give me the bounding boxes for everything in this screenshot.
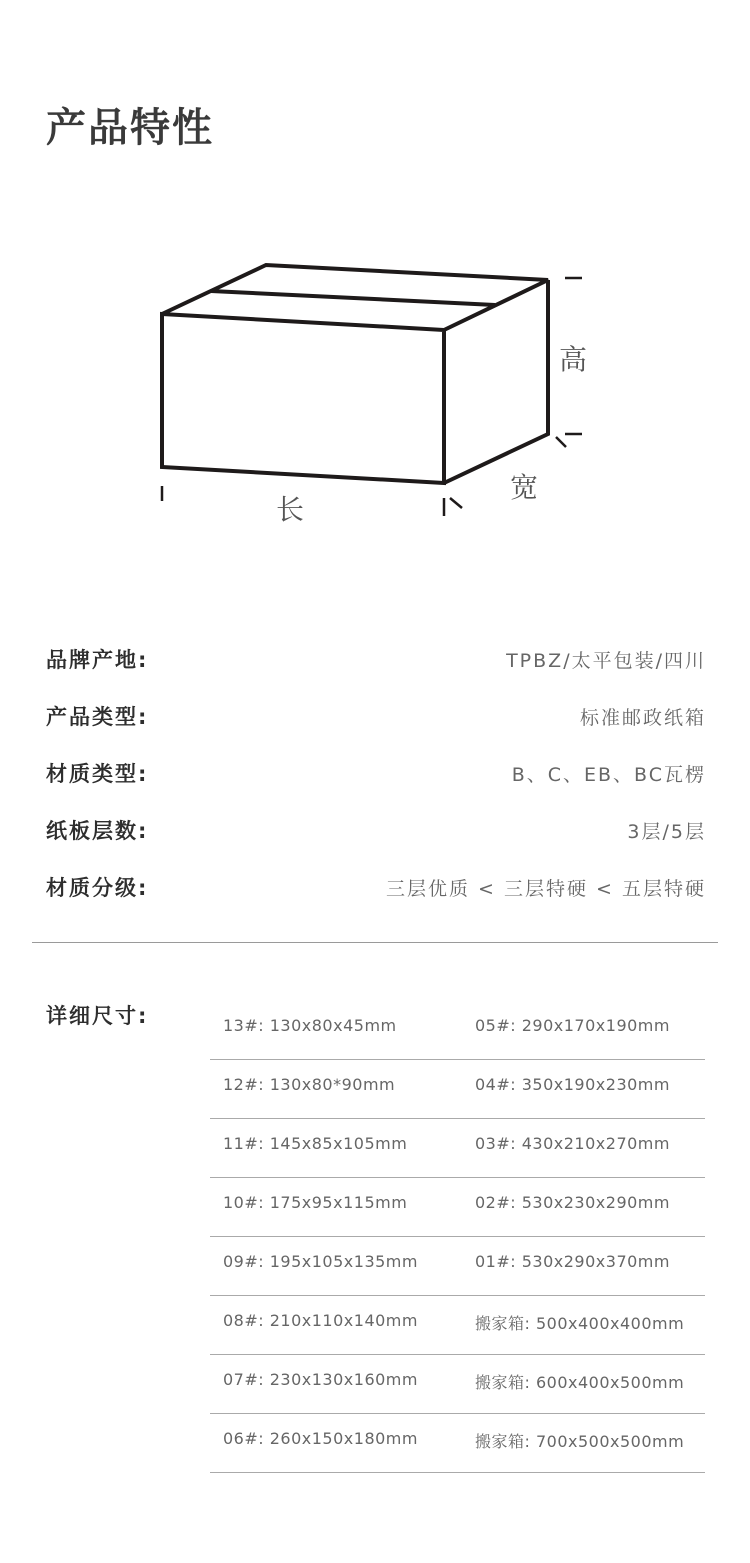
size-row xyxy=(210,1059,705,1119)
spec-value-brand: TPBZ/太平包装/四川 xyxy=(506,650,706,672)
size-cell: 搬家箱: 500x400x400mm xyxy=(475,1314,685,1333)
size-cell: 11#: 145x85x105mm xyxy=(223,1134,408,1153)
size-cell: 03#: 430x210x270mm xyxy=(475,1134,670,1153)
size-cell: 10#: 175x95x115mm xyxy=(223,1193,408,1212)
spec-label-type: 产品类型: xyxy=(46,705,149,729)
section-divider xyxy=(32,942,718,943)
height-tick-diag xyxy=(556,437,566,447)
size-cell: 搬家箱: 700x500x500mm xyxy=(475,1432,685,1451)
size-row xyxy=(210,1295,705,1355)
size-row xyxy=(210,1354,705,1414)
size-cell: 06#: 260x150x180mm xyxy=(223,1429,418,1448)
size-cell: 搬家箱: 600x400x500mm xyxy=(475,1373,685,1392)
spec-value-grade: 三层优质 < 三层特硬 < 五层特硬 xyxy=(386,878,706,900)
size-row xyxy=(210,1000,705,1060)
size-cell: 02#: 530x230x290mm xyxy=(475,1193,670,1212)
box-side-face xyxy=(444,280,548,483)
box-flap-line xyxy=(211,291,495,305)
size-cell: 13#: 130x80x45mm xyxy=(223,1016,397,1035)
box-diagram xyxy=(0,0,750,560)
size-row xyxy=(210,1177,705,1237)
height-label: 高 xyxy=(559,343,588,376)
size-cell: 01#: 530x290x370mm xyxy=(475,1252,670,1271)
page-title: 产品特性 xyxy=(46,105,214,151)
width-tick-diag xyxy=(450,498,462,508)
spec-label-grade: 材质分级: xyxy=(46,876,149,900)
spec-value-material: B、C、EB、BC瓦楞 xyxy=(511,764,706,786)
size-cell: 04#: 350x190x230mm xyxy=(475,1075,670,1094)
spec-label-brand: 品牌产地: xyxy=(46,648,149,672)
spec-label-material: 材质类型: xyxy=(46,762,149,786)
width-label: 宽 xyxy=(510,471,539,504)
spec-value-type: 标准邮政纸箱 xyxy=(579,707,706,729)
length-label: 长 xyxy=(276,493,305,526)
size-row xyxy=(210,1413,705,1473)
size-cell: 12#: 130x80*90mm xyxy=(223,1075,396,1094)
sizes-title: 详细尺寸: xyxy=(46,1004,149,1028)
size-cell: 05#: 290x170x190mm xyxy=(475,1016,670,1035)
spec-value-layers: 3层/5层 xyxy=(627,821,706,843)
spec-label-layers: 纸板层数: xyxy=(46,819,149,843)
size-row xyxy=(210,1236,705,1296)
size-cell: 07#: 230x130x160mm xyxy=(223,1370,418,1389)
size-cell: 09#: 195x105x135mm xyxy=(223,1252,418,1271)
size-cell: 08#: 210x110x140mm xyxy=(223,1311,418,1330)
box-front-face xyxy=(162,314,444,483)
size-row xyxy=(210,1118,705,1178)
